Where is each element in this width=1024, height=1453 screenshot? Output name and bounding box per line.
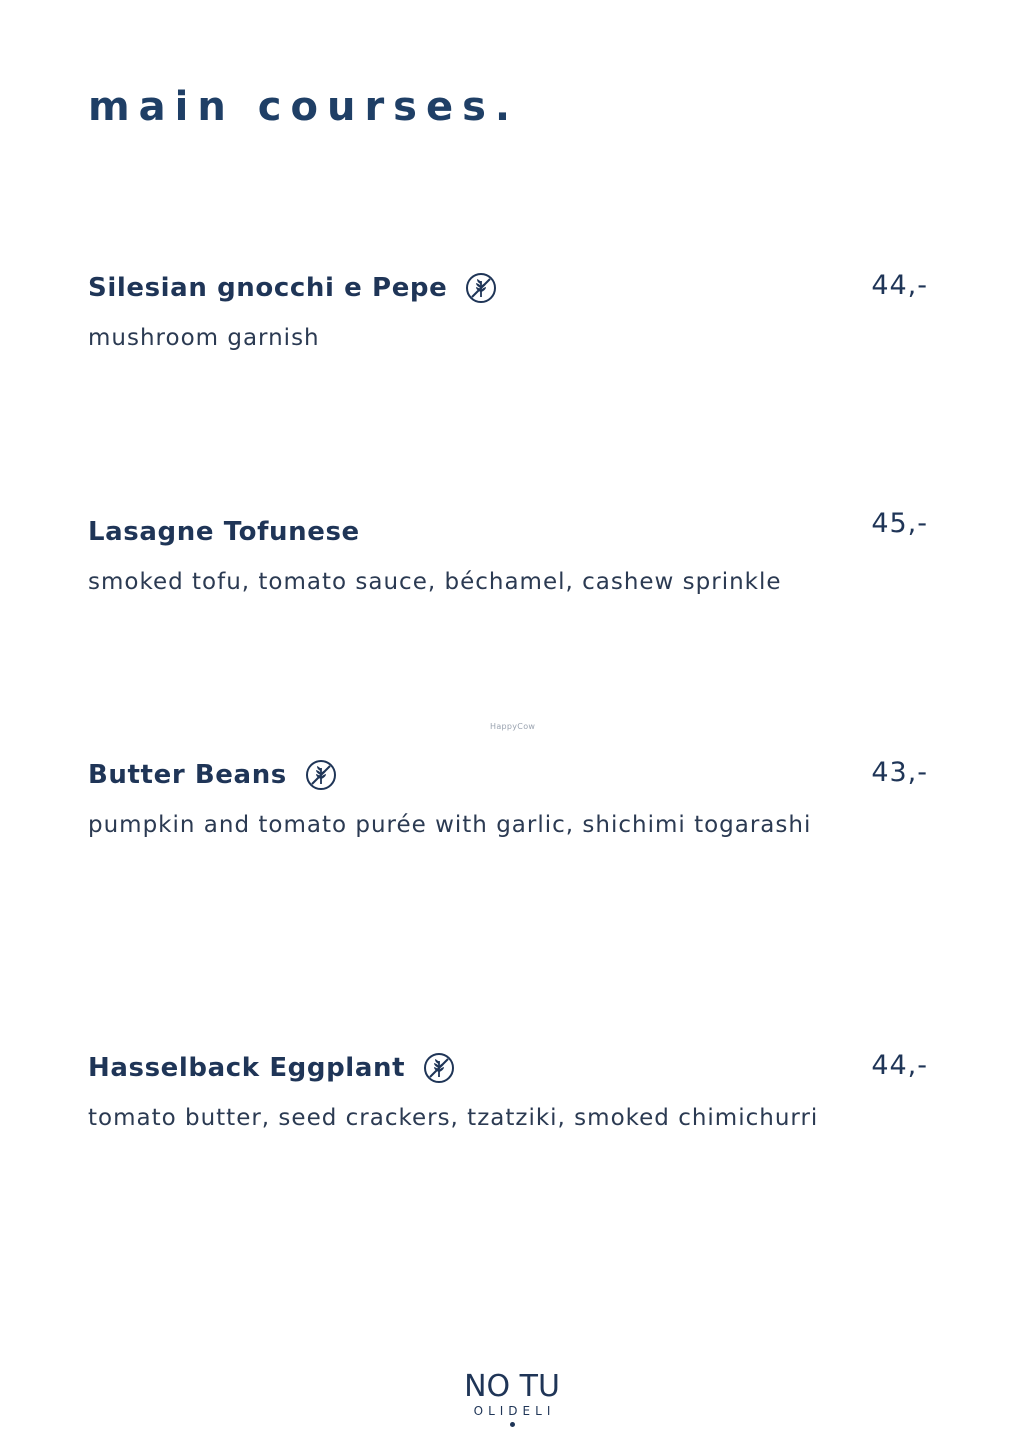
menu-item <box>88 1048 938 1142</box>
menu-item <box>88 508 938 606</box>
menu-item-description: mushroom garnish <box>88 325 320 351</box>
menu-item-name: Hasselback Eggplant <box>88 1053 406 1083</box>
menu-item-header <box>88 508 938 552</box>
logo-sub-text: OLIDELI <box>473 1404 556 1418</box>
menu-item <box>88 268 938 362</box>
logo-main-text: NO TU <box>464 1369 560 1404</box>
menu-item-name: Butter Beans <box>88 760 287 790</box>
logo-dot <box>510 1422 515 1427</box>
menu-item-description: smoked tofu, tomato sauce, béchamel, cashew sprinkle <box>88 569 782 595</box>
menu-item-price: 45,- <box>871 508 928 539</box>
menu-item-name: Lasagne Tofunese <box>88 517 360 547</box>
gluten-free-icon <box>305 759 337 791</box>
menu-item-header <box>88 268 938 308</box>
menu-item-description: tomato butter, seed crackers, tzatziki, smoked chimichurri <box>88 1105 819 1131</box>
footer-logo <box>412 1369 612 1427</box>
menu-item-price: 43,- <box>871 757 928 788</box>
menu-item-header <box>88 755 938 795</box>
gluten-free-icon <box>465 272 497 304</box>
menu-item-header <box>88 1048 938 1088</box>
menu-item-price: 44,- <box>871 1050 928 1081</box>
gluten-free-icon <box>423 1052 455 1084</box>
menu-item-description: pumpkin and tomato purée with garlic, shichimi togarashi <box>88 812 812 838</box>
menu-item-name: Silesian gnocchi e Pepe <box>88 273 448 303</box>
page-title: main courses. <box>88 84 520 130</box>
menu-item <box>88 755 938 849</box>
menu-item-price: 44,- <box>871 270 928 301</box>
watermark: HappyCow <box>490 722 536 731</box>
